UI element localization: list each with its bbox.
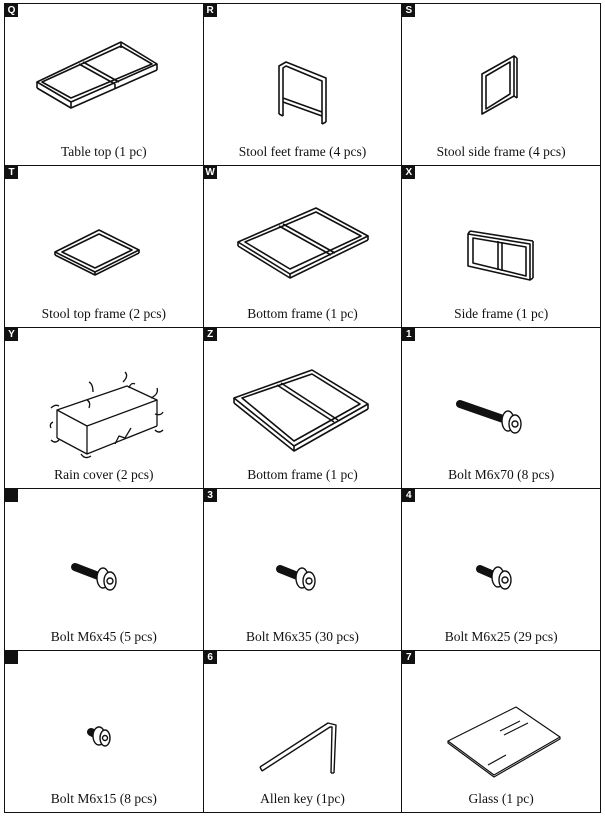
part-tag: W [205, 166, 215, 178]
part-cell [5, 489, 204, 651]
part-cell [5, 328, 204, 490]
rain-cover-icon [5, 342, 203, 460]
part-cell [402, 651, 601, 813]
part-tag: 7 [402, 651, 415, 664]
part-tag: X [402, 166, 415, 179]
part-caption: Stool feet frame (4 pcs) [238, 143, 367, 159]
part-tag: 6 [204, 651, 217, 664]
part-cell [402, 328, 601, 490]
part-caption: Stool side frame (4 pcs) [436, 143, 566, 159]
part-caption: Bolt M6x70 (8 pcs) [448, 467, 555, 483]
part-cell [5, 651, 204, 813]
part-tag: T [5, 166, 18, 179]
side-frame-icon [402, 180, 600, 298]
part-cell [402, 4, 601, 166]
part-caption: Bolt M6x45 (5 pcs) [50, 629, 157, 645]
part-tag: Y [5, 328, 18, 341]
part-cell [204, 4, 403, 166]
stool-feet-frame-icon [204, 18, 402, 136]
part-caption: Side frame (1 pc) [454, 305, 549, 321]
bolt-short-icon [204, 503, 402, 621]
part-caption: Table top (1 pc) [61, 143, 147, 159]
bottom-frame-icon [204, 342, 402, 460]
part-tag: Q [5, 4, 18, 17]
bolt-medium-icon [5, 503, 203, 621]
part-tag: 1 [402, 328, 415, 341]
part-cell [402, 489, 601, 651]
bolt-tiny-icon [5, 665, 203, 783]
stool-top-frame-icon [5, 180, 203, 298]
part-caption: Bolt M6x25 (29 pcs) [444, 629, 558, 645]
part-tag [5, 489, 18, 502]
part-cell [5, 4, 204, 166]
part-cell [5, 166, 204, 328]
part-tag [5, 651, 18, 664]
part-tag: Z [204, 328, 217, 341]
part-caption: Bottom frame (1 pc) [247, 467, 358, 483]
part-caption: Bolt M6x35 (30 pcs) [246, 629, 359, 645]
part-caption: Glass (1 pc) [468, 791, 534, 806]
part-cell [204, 651, 403, 813]
part-caption: Stool top frame (2 pcs) [41, 305, 167, 321]
bolt-short-icon [402, 503, 600, 621]
part-cell [204, 166, 403, 328]
stool-side-frame-icon [402, 18, 600, 136]
part-cell [204, 328, 403, 490]
part-tag: S [402, 4, 415, 17]
part-caption: Allen key (1pc) [260, 791, 345, 806]
part-caption: Bottom frame (1 pc) [247, 305, 358, 321]
bolt-long-icon [402, 342, 600, 460]
part-tag: 4 [402, 489, 415, 502]
part-cell [204, 489, 403, 651]
glass-panel-icon [402, 665, 600, 783]
bottom-frame-icon [204, 180, 402, 298]
parts-grid [4, 3, 601, 813]
part-cell [402, 166, 601, 328]
part-tag: 3 [204, 489, 217, 502]
part-caption: Rain cover (2 pcs) [54, 467, 154, 483]
allen-key-icon [204, 665, 402, 783]
part-tag: R [204, 4, 217, 17]
table-top-frame-icon [5, 18, 203, 136]
part-caption: Bolt M6x15 (8 pcs) [50, 791, 157, 806]
